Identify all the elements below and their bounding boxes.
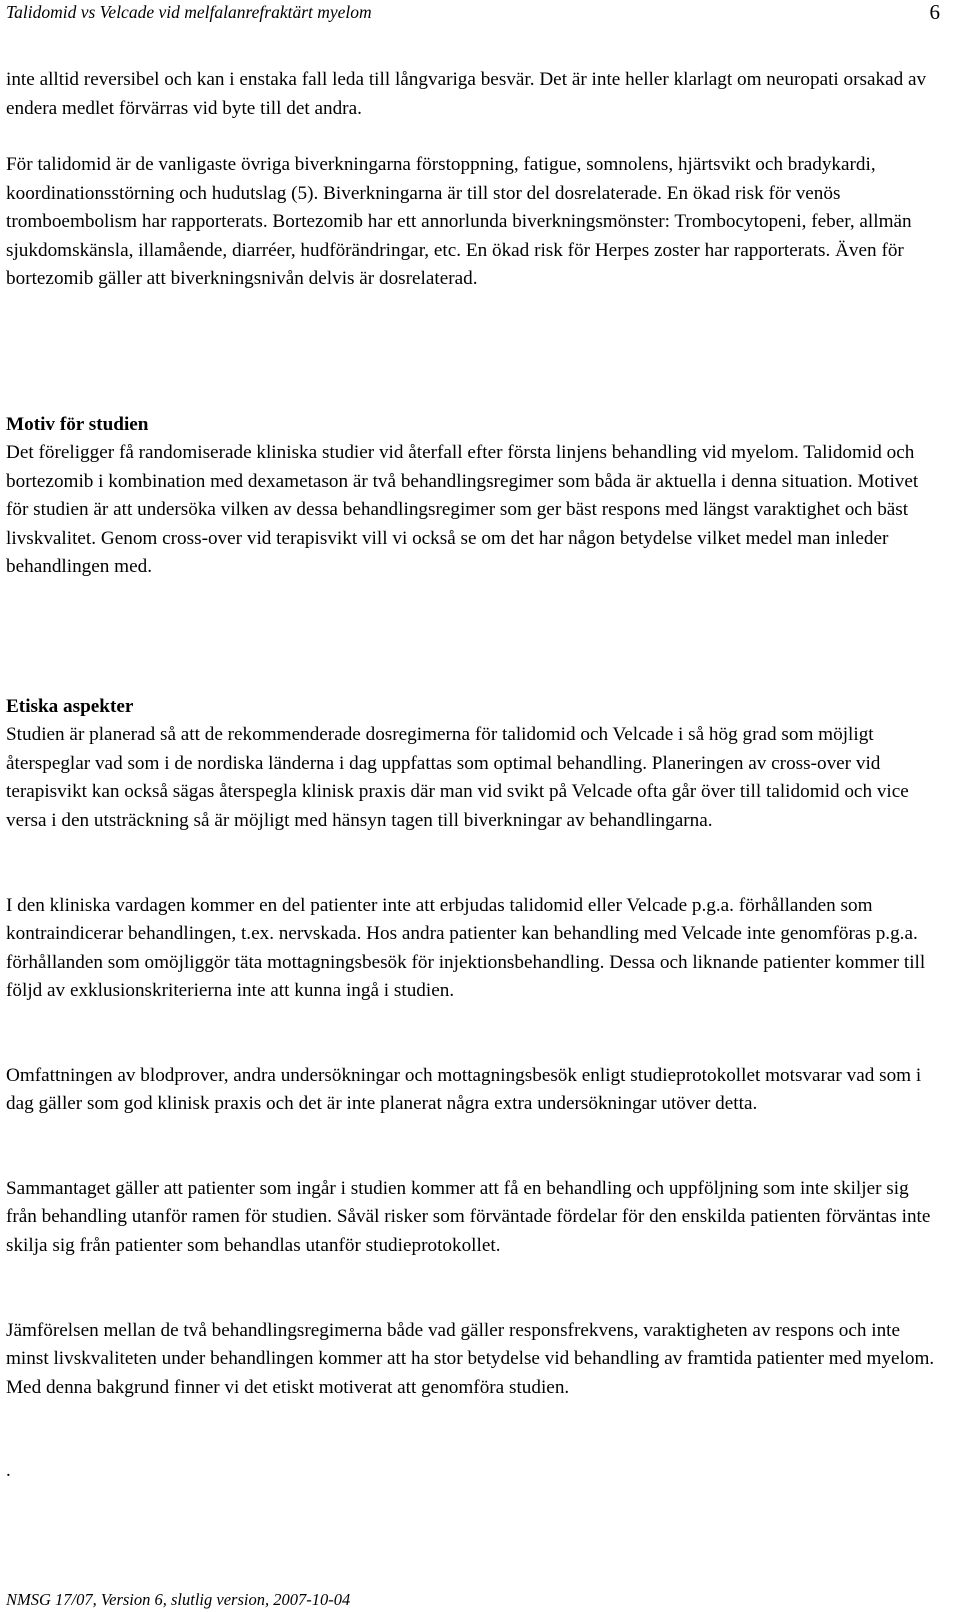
section-etiska: [6, 693, 941, 835]
page-header: [6, 0, 940, 30]
section-motiv: [6, 411, 941, 581]
stray-dot: .: [6, 1460, 11, 1481]
page-footer: NMSG 17/07, Version 6, slutlig version, 2007-10-04: [6, 1590, 351, 1609]
section-heading-motiv: Motiv för studien: [6, 414, 149, 435]
paragraph-motiv: Det föreligger få randomiserade kliniska studier vid återfall efter första linjens behandling vid myelom. Talidomid och bortezomib i kombination med dexametason är två behandlingsregimer som båda är aktuella i denna situation. Motivet för studien är att undersöka vilken av dessa behandlingsregimer som ger bäst respons med längst varaktighet och bäst livskvalitet. Genom cross-over vid terapisvikt vill vi också se om det har någon betydelse vilket medel man inleder behandlingen med.: [6, 442, 919, 578]
section-heading-etiska: Etiska aspekter: [6, 696, 134, 717]
header-title: Talidomid vs Velcade vid melfalanrefraktärt myelom: [6, 2, 372, 22]
paragraph-etiska-4: Sammantaget gäller att patienter som ingår i studien kommer att få en behandling och uppföljning som inte skiljer sig från behandling utanför ramen för studien. Såväl risker som förväntade fördelar för den enskilda patienten förväntas inte skilja sig från patienter som behandlas utanför studieprotokollet.: [6, 1178, 931, 1256]
paragraph-side-effects: För talidomid är de vanligaste övriga biverkningarna förstoppning, fatigue, somnolens, hjärtsvikt och bradykardi, koordinationsstörning och hudutslag (5). Biverkningarna är till stor del dosrelaterade. En ökad risk för venös tromboembolism har rapporterats. Bortezomib har ett annorlunda biverkningsmönster: Trombocytopeni, feber, allmän sjukdomskänsla, illamående, diarréer, hudförändringar, etc. En ökad risk för Herpes zoster har rapporterats. Även för bortezomib gäller att biverkningsnivån delvis är dosrelaterad.: [6, 154, 912, 289]
paragraph-etiska-2: I den kliniska vardagen kommer en del patienter inte att erbjudas talidomid eller Velcade p.g.a. förhållanden som kontraindicerar behandlingen, t.ex. nervskada. Hos andra patienter kan behandling med Velcade inte genomföras p.g.a. förhållanden som omöjliggör täta mottagningsbesök för injektionsbehandling. Dessa och liknande patienter kommer till följd av exklusionskriterierna inte att kunna ingå i studien.: [6, 895, 926, 1002]
paragraph-etiska-3: Omfattningen av blodprover, andra undersökningar och mottagningsbesök enligt studieprotokollet motsvarar vad som i dag gäller som god klinisk praxis och det är inte planerat några extra undersökningar utöver detta.: [6, 1065, 922, 1115]
paragraph-etiska-5: Jämförelsen mellan de två behandlingsregimerna både vad gäller responsfrekvens, varaktigheten av respons och inte minst livskvaliteten under behandlingen kommer att ha stor betydelse vid behandling av framtida patienter med myelom. Med denna bakgrund finner vi det etiskt motiverat att genomföra studien.: [6, 1320, 935, 1398]
page-number: 6: [929, 0, 940, 24]
paragraph-etiska-1: Studien är planerad så att de rekommenderade dosregimerna för talidomid och Velcade i så hög grad som möjligt återspeglar vad som i de nordiska länderna i dag uppfattas som optimal behandling. Planeringen av cross-over vid terapisvikt kan också sägas återspegla klinisk praxis där man vid svikt på Velcade ofta går över till talidomid och vice versa i den utsträckning så är möjligt med hänsyn tagen till biverkningar av behandlingarna.: [6, 724, 909, 831]
paragraph-neuropathy: inte alltid reversibel och kan i enstaka fall leda till långvariga besvär. Det är inte heller klarlagt om neuropati orsakad av endera medlet förvärras vid byte till det andra.: [6, 69, 927, 119]
